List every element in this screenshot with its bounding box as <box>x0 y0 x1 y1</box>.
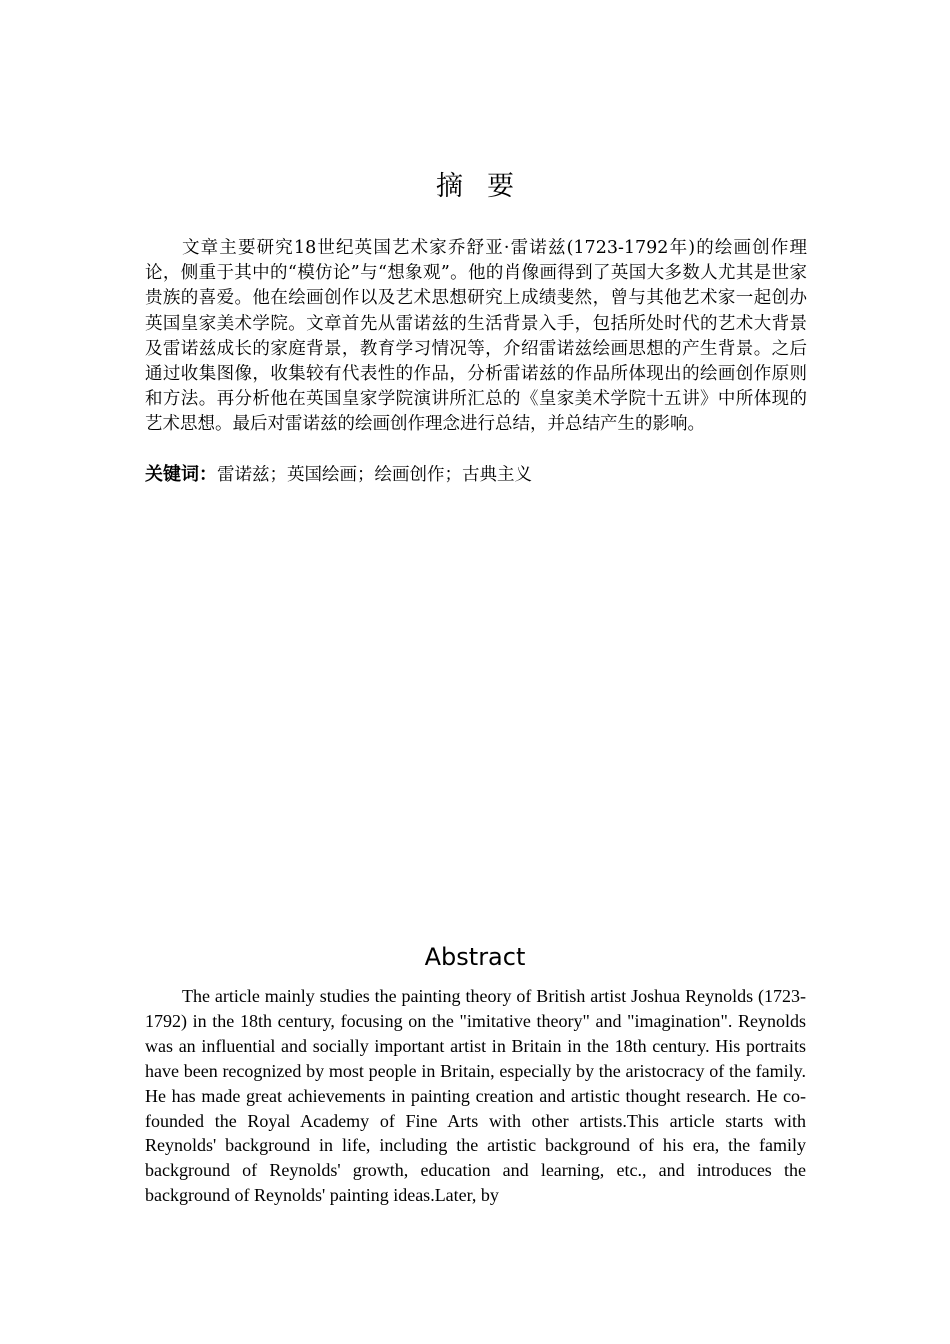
keywords-value: 雷诺兹；英国绘画；绘画创作；古典主义 <box>217 465 532 485</box>
english-abstract-title: Abstract <box>424 943 526 971</box>
chinese-keywords <box>145 461 807 488</box>
chinese-abstract-paragraph: 文章主要研究18世纪英国艺术家乔舒亚·雷诺兹(1723-1792年)的绘画创作理论，侧重于其中的“模仿论”与“想象观”。他的肖像画得到了英国大多数人尤其是世家贵族的喜爱。他在绘画创作以及艺术思想研究上成绩斐然，曾与其他艺术家一起创办英国皇家美术学院。文章首先从雷诺兹的生活背景入手，包括所处时代的艺术大背景及雷诺兹成长的家庭背景，教育学习情况等，介绍雷诺兹绘画思想的产生背景。之后通过收集图像，收集较有代表性的作品，分析雷诺兹的作品所体现出的绘画创作原则和方法。再分析他在英国皇家学院演讲所汇总的《皇家美术学院十五讲》中所体现的艺术思想。最后对雷诺兹的绘画创作理念进行总结，并总结产生的影响。 <box>145 238 807 435</box>
chinese-abstract-title: 摘要 <box>436 171 538 202</box>
english-abstract-paragraph: The article mainly studies the painting theory of British artist Joshua Reynolds (1723-1792) in the 18th century, focusing on the "imitative theory" and "imagination". Reynolds was an influential and socially important artist in Britain in the 18th century. His portraits have been recognized by most people in Britain, especially by the aristocracy of the family. He has made great achievements in painting creation and artistic thought research. He co-founded the Royal Academy of Fine Arts with other artists.This article starts with Reynolds' background in life, including the artistic background of his era, the family background of Reynolds' growth, education and learning, etc., and introduces the background of Reynolds' painting ideas.Later, by <box>145 986 806 1206</box>
keywords-label: 关键词： <box>145 464 217 485</box>
